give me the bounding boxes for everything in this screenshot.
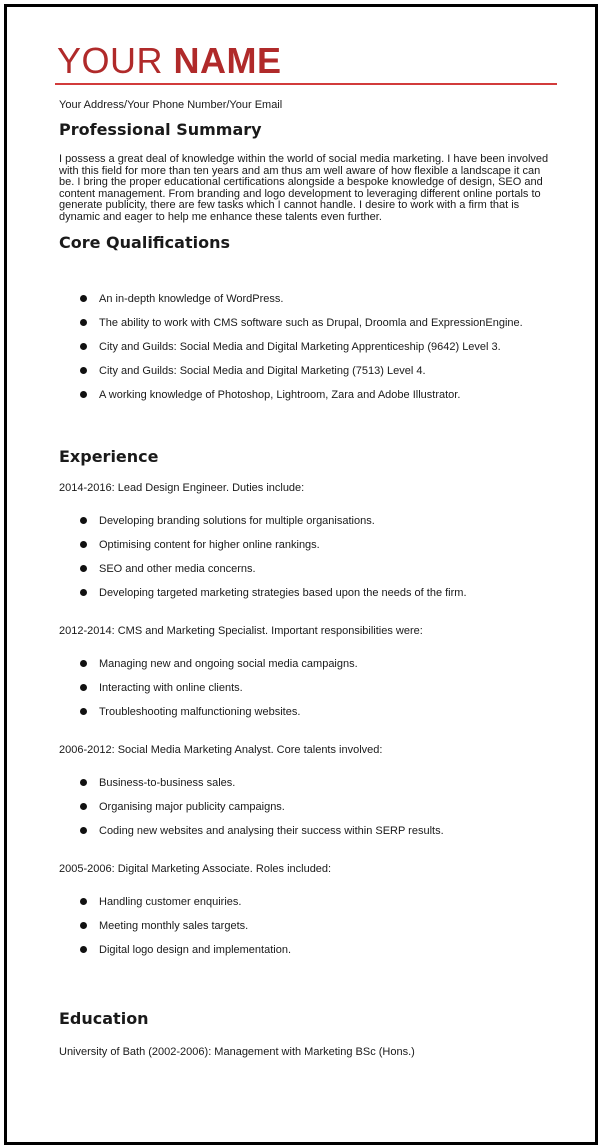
list-item-text: Optimising content for higher online rankings.	[99, 539, 320, 551]
bullet-icon	[80, 295, 87, 302]
list-item-text: Handling customer enquiries.	[99, 896, 242, 908]
bullet-icon	[80, 367, 87, 374]
list-item-text: Coding new websites and analysing their success within SERP results.	[99, 825, 444, 837]
bullet-icon	[80, 319, 87, 326]
summary-text: I possess a great deal of knowledge within the world of social media marketing. I have been involved with this field for more than ten years and am thus am well aware of how flexible a landscape it can be. I bring the proper educational certifications alongside a bespoke knowledge of design, SEO and content management. From branding and logo development to leveraging different online portals to generate publicity, there are few tasks which I cannot handle. I desire to work with a firm that is dynamic and eager to help me enhance these talents even further.	[59, 153, 549, 223]
list-item-text: City and Guilds: Social Media and Digital Marketing (7513) Level 4.	[99, 365, 426, 377]
job-duties-list	[55, 895, 557, 967]
job-title: 2006-2012: Social Media Marketing Analyst. Core talents involved:	[59, 744, 383, 756]
last-name: NAME	[173, 40, 282, 81]
education-entry: University of Bath (2002-2006): Management with Marketing BSc (Hons.)	[59, 1046, 415, 1058]
list-item-text: Meeting monthly sales targets.	[99, 920, 249, 932]
summary-heading: Professional Summary	[59, 120, 262, 139]
bullet-icon	[80, 541, 87, 548]
resume-content	[55, 37, 557, 1059]
list-item-text: The ability to work with CMS software such as Drupal, Droomla and ExpressionEngine.	[99, 317, 523, 329]
list-item	[55, 514, 557, 538]
list-item-text: Interacting with online clients.	[99, 682, 243, 694]
education-heading: Education	[59, 1009, 149, 1028]
list-item-text: Troubleshooting malfunctioning websites.	[99, 706, 301, 718]
list-item-text: Developing branding solutions for multiple organisations.	[99, 515, 375, 527]
list-item	[55, 943, 557, 967]
bullet-icon	[80, 708, 87, 715]
bullet-icon	[80, 898, 87, 905]
list-item	[55, 776, 557, 800]
bullet-icon	[80, 565, 87, 572]
qualifications-list	[55, 292, 557, 412]
bullet-icon	[80, 684, 87, 691]
bullet-icon	[80, 803, 87, 810]
list-item	[55, 800, 557, 824]
list-item	[55, 364, 557, 388]
bullet-icon	[80, 946, 87, 953]
list-item	[55, 388, 557, 412]
job-title: 2005-2006: Digital Marketing Associate. Roles included:	[59, 863, 332, 875]
list-item	[55, 705, 557, 729]
list-item	[55, 586, 557, 610]
job-duties-list	[55, 657, 557, 729]
list-item	[55, 316, 557, 340]
bullet-icon	[80, 391, 87, 398]
list-item	[55, 895, 557, 919]
list-item	[55, 824, 557, 848]
list-item-text: A working knowledge of Photoshop, Lightroom, Zara and Adobe Illustrator.	[99, 389, 461, 401]
list-item-text: Developing targeted marketing strategies based upon the needs of the firm.	[99, 587, 467, 599]
list-item	[55, 657, 557, 681]
list-item-text: An in-depth knowledge of WordPress.	[99, 293, 284, 305]
qualifications-heading: Core Qualifications	[59, 233, 230, 252]
bullet-icon	[80, 517, 87, 524]
bullet-icon	[80, 343, 87, 350]
list-item	[55, 340, 557, 364]
contact-line: Your Address/Your Phone Number/Your Email	[59, 99, 283, 111]
resume-name	[57, 41, 557, 81]
list-item-text: SEO and other media concerns.	[99, 563, 256, 575]
list-item-text: Organising major publicity campaigns.	[99, 801, 285, 813]
list-item-text: Digital logo design and implementation.	[99, 944, 292, 956]
job-duties-list	[55, 776, 557, 848]
job-duties-list	[55, 514, 557, 610]
list-item	[55, 538, 557, 562]
document-frame	[4, 4, 598, 1145]
list-item-text: Managing new and ongoing social media campaigns.	[99, 658, 358, 670]
header-divider	[55, 83, 557, 85]
list-item	[55, 292, 557, 316]
list-item	[55, 681, 557, 705]
job-title: 2012-2014: CMS and Marketing Specialist. Important responsibilities were:	[59, 625, 423, 637]
bullet-icon	[80, 589, 87, 596]
list-item-text: City and Guilds: Social Media and Digital Marketing Apprenticeship (9642) Level 3.	[99, 341, 501, 353]
list-item	[55, 562, 557, 586]
bullet-icon	[80, 660, 87, 667]
bullet-icon	[80, 922, 87, 929]
first-name: YOUR	[57, 40, 164, 81]
list-item	[55, 919, 557, 943]
list-item-text: Business-to-business sales.	[99, 777, 236, 789]
bullet-icon	[80, 827, 87, 834]
experience-heading: Experience	[59, 447, 159, 466]
job-title: 2014-2016: Lead Design Engineer. Duties include:	[59, 482, 305, 494]
bullet-icon	[80, 779, 87, 786]
